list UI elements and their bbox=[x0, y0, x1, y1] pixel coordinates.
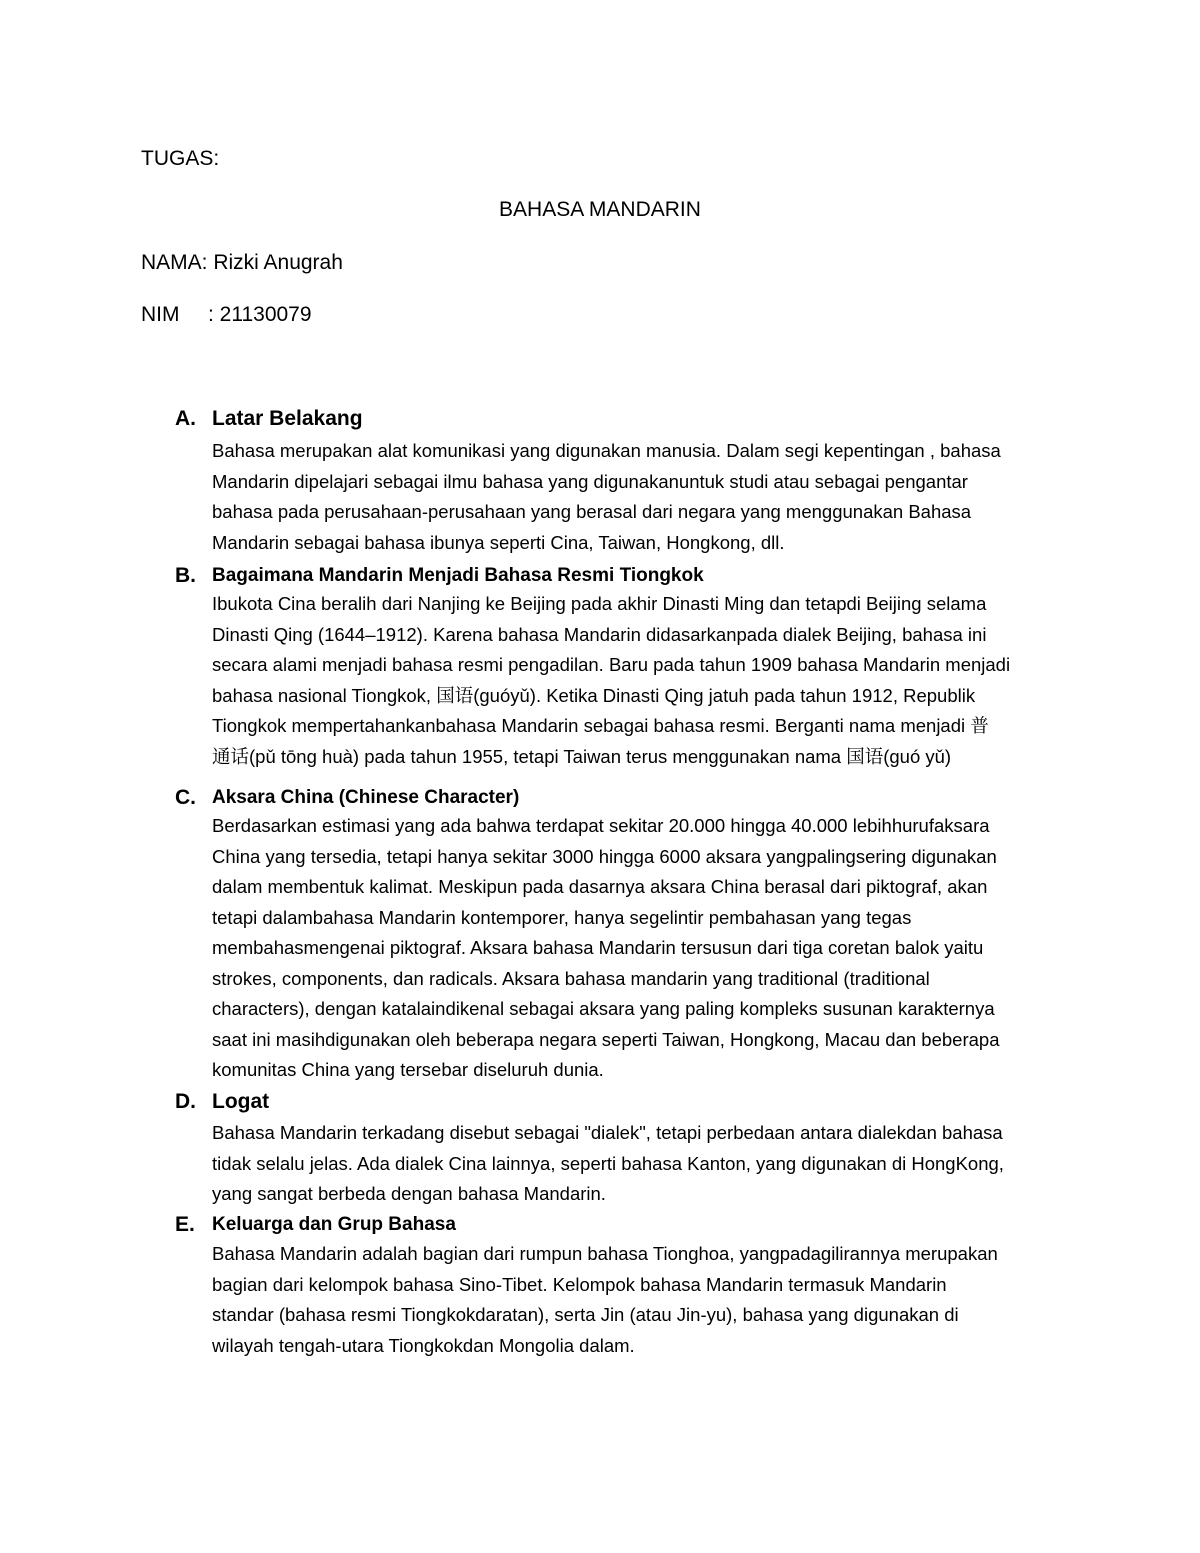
section-title: Aksara China (Chinese Character) bbox=[212, 787, 520, 808]
body-line: dalam membentuk kalimat. Meskipun pada dasarnya aksara China berasal dari piktograf, akan bbox=[212, 876, 988, 897]
section-letter: C. bbox=[175, 786, 196, 809]
assignment-label: TUGAS: bbox=[141, 147, 220, 170]
body-line: standar (bahasa resmi Tiongkokdaratan), serta Jin (atau Jin-yu), bahasa yang digunakan di bbox=[212, 1304, 959, 1325]
body-line: characters), dengan katalaindikenal sebagai aksara yang paling kompleks susunan karakternya bbox=[212, 998, 995, 1019]
body-line: Mandarin dipelajari sebagai ilmu bahasa yang digunakanuntuk studi atau sebagai pengantar bbox=[212, 470, 968, 492]
section-title: Keluarga dan Grup Bahasa bbox=[212, 1214, 456, 1235]
student-id bbox=[141, 302, 312, 328]
section-title: Bagaimana Mandarin Menjadi Bahasa Resmi Tiongkok bbox=[212, 565, 704, 586]
section-body bbox=[212, 1239, 1072, 1361]
section-letter: D. bbox=[175, 1090, 196, 1113]
body-line: Mandarin sebagai bahasa ibunya seperti Cina, Taiwan, Hongkong, dll. bbox=[212, 531, 785, 553]
section-body bbox=[212, 811, 1072, 1086]
body-line: China yang tersedia, tetapi hanya sekitar 3000 hingga 6000 aksara yangpalingsering digunakan bbox=[212, 845, 997, 867]
body-line: Bahasa Mandarin terkadang disebut sebagai "dialek", tetapi perbedaan antara dialekdan bahasa bbox=[212, 1122, 1003, 1143]
section-title: Logat bbox=[212, 1090, 270, 1113]
body-line: yang sangat berbeda dengan bahasa Mandarin. bbox=[212, 1183, 606, 1204]
body-line: secara alami menjadi bahasa resmi pengadilan. Baru pada tahun 1909 bahasa Mandarin menjadi bbox=[212, 654, 1011, 675]
body-line: bahasa pada perusahaan-perusahaan yang berasal dari negara yang menggunakan Bahasa bbox=[212, 501, 972, 522]
section-body bbox=[212, 589, 1072, 772]
body-line: Bahasa Mandarin adalah bagian dari rumpun bahasa Tionghoa, yangpadagilirannya merupakan bbox=[212, 1243, 998, 1264]
section-letter: E. bbox=[175, 1213, 195, 1236]
body-line: saat ini masihdigunakan oleh beberapa negara seperti Taiwan, Hongkong, Macau dan beberapa bbox=[212, 1028, 1000, 1050]
student-id-value: : 21130079 bbox=[208, 303, 312, 326]
student-id-label: NIM bbox=[141, 303, 180, 326]
section-body bbox=[212, 436, 1072, 558]
body-line: Berdasarkan estimasi yang ada bahwa terdapat sekitar 20.000 hingga 40.000 lebihhurufaksara bbox=[212, 815, 990, 836]
section-letter: B. bbox=[175, 564, 196, 587]
body-line: komunitas China yang tersebar diseluruh dunia. bbox=[212, 1059, 604, 1080]
body-line: 通话(pǔ tōng huà) pada tahun 1955, tetapi Taiwan terus menggunakan nama 国语(guó yǔ) bbox=[212, 745, 952, 767]
body-line: tetapi dalambahasa Mandarin kontemporer, hanya segelintir pembahasan yang tegas bbox=[212, 906, 912, 928]
student-name: NAMA: Rizki Anugrah bbox=[141, 251, 343, 274]
body-line: Dinasti Qing (1644–1912). Karena bahasa Mandarin didasarkanpada dialek Beijing, bahasa ini bbox=[212, 623, 987, 645]
body-line: Bahasa merupakan alat komunikasi yang digunakan manusia. Dalam segi kepentingan , bahasa bbox=[212, 440, 1001, 461]
body-line: strokes, components, dan radicals. Aksara bahasa mandarin yang traditional (traditional bbox=[212, 967, 930, 989]
body-line: bahasa nasional Tiongkok, 国语(guóyǔ). Ketika Dinasti Qing jatuh pada tahun 1912, Republik bbox=[212, 684, 976, 706]
body-line: bagian dari kelompok bahasa Sino-Tibet. Kelompok bahasa Mandarin termasuk Mandarin bbox=[212, 1273, 947, 1295]
section-body bbox=[212, 1118, 1072, 1210]
section-title: Latar Belakang bbox=[212, 407, 363, 430]
section-letter: A. bbox=[175, 407, 196, 430]
body-line: Tiongkok mempertahankanbahasa Mandarin sebagai bahasa resmi. Berganti nama menjadi 普 bbox=[212, 715, 989, 736]
body-line: wilayah tengah-utara Tiongkokdan Mongolia dalam. bbox=[212, 1334, 635, 1356]
body-line: membahasmengenai piktograf. Aksara bahasa Mandarin tersusun dari tiga coretan balok yaitu bbox=[212, 937, 984, 958]
body-line: tidak selalu jelas. Ada dialek Cina lainnya, seperti bahasa Kanton, yang digunakan di HongKong, bbox=[212, 1152, 1004, 1174]
document-title: BAHASA MANDARIN bbox=[499, 198, 701, 221]
body-line: Ibukota Cina beralih dari Nanjing ke Beijing pada akhir Dinasti Ming dan tetapdi Beijing selama bbox=[212, 593, 987, 614]
